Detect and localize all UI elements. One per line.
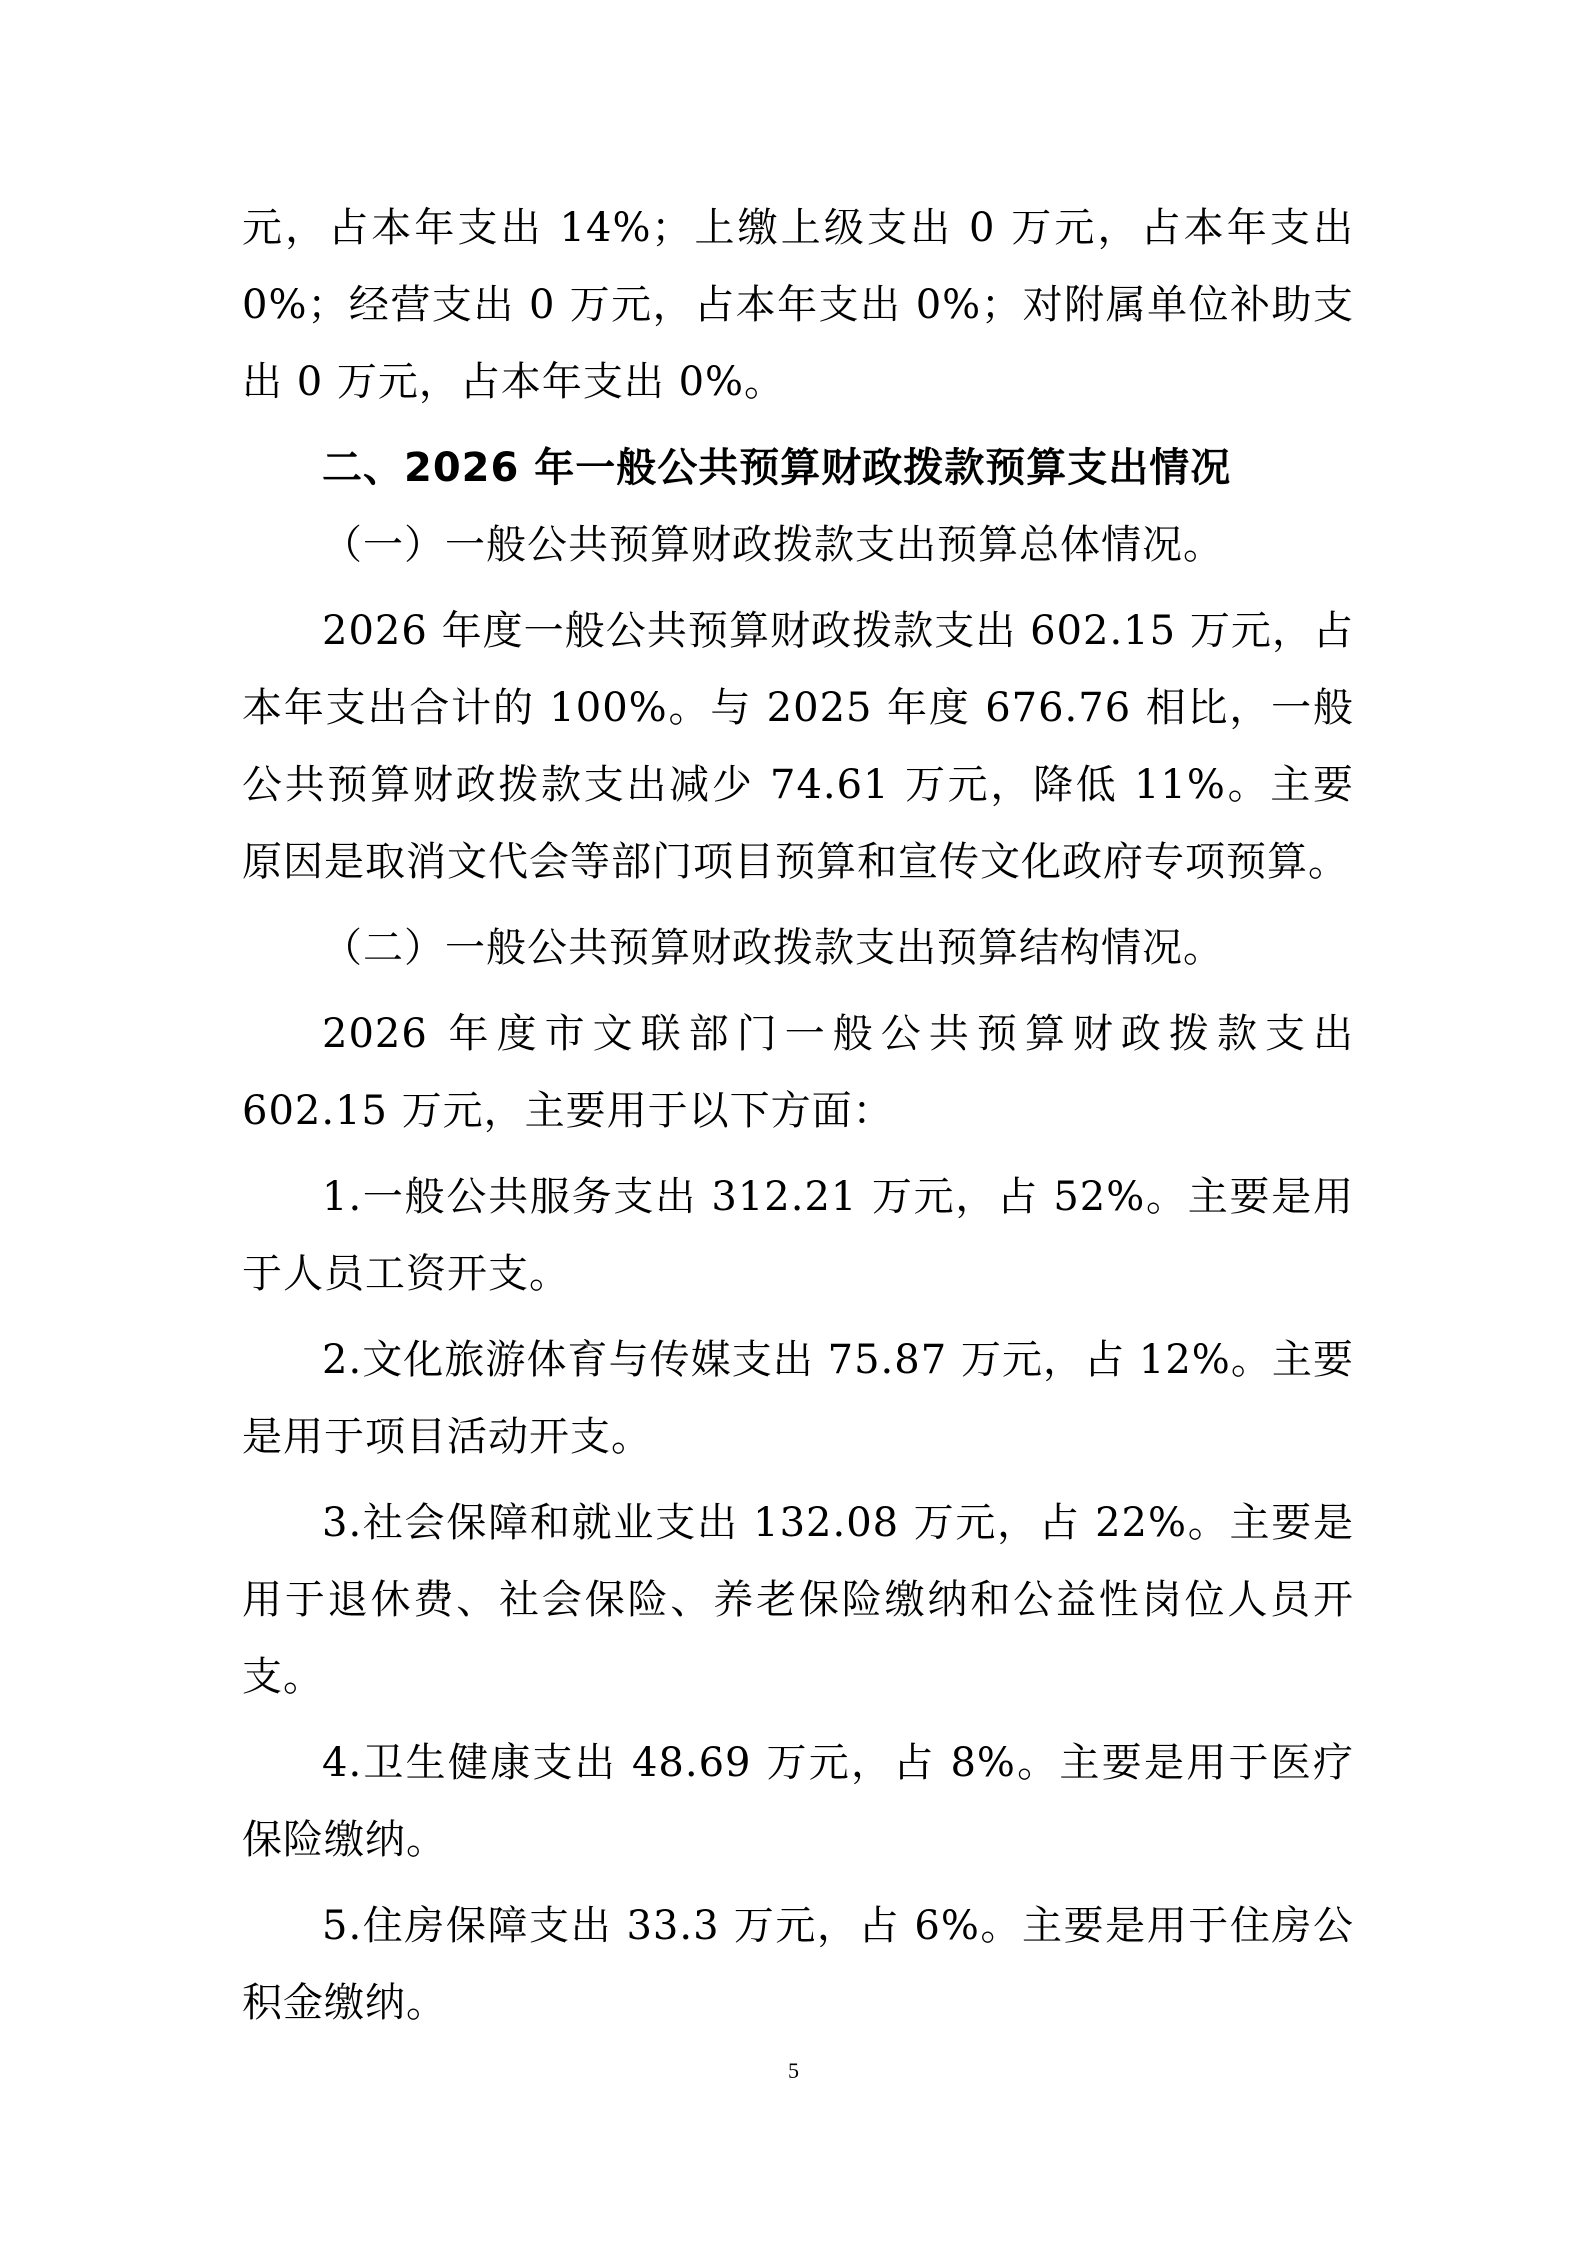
paragraph-structure: 2026 年度市文联部门一般公共预算财政拨款支出 602.15 万元，主要用于以下方面： bbox=[242, 1011, 1354, 1134]
subsection-heading-1: （一）一般公共预算财政拨款支出预算总体情况。 bbox=[322, 522, 1224, 568]
list-item-4: 4.卫生健康支出 48.69 万元，占 8%。主要是用于医疗保险缴纳。 bbox=[242, 1740, 1354, 1863]
list-item-2: 2.文化旅游体育与传媒支出 75.87 万元，占 12%。主要是用于项目活动开支。 bbox=[242, 1337, 1354, 1460]
subsection-heading-2: （二）一般公共预算财政拨款支出预算结构情况。 bbox=[322, 925, 1224, 971]
list-item-1: 1.一般公共服务支出 312.21 万元，占 52%。主要是用于人员工资开支。 bbox=[242, 1174, 1354, 1297]
section-heading: 二、2026 年一般公共预算财政拨款预算支出情况 bbox=[322, 445, 1232, 491]
paragraph-continuation: 元，占本年支出 14%；上缴上级支出 0 万元，占本年支出 0%；经营支出 0 万元，占本年支出 0%；对附属单位补助支出 0 万元，占本年支出 0%。 bbox=[242, 205, 1354, 405]
list-item-3: 3.社会保障和就业支出 132.08 万元，占 22%。主要是用于退休费、社会保险、养老保险缴纳和公益性岗位人员开支。 bbox=[242, 1500, 1354, 1700]
document-body bbox=[242, 190, 1354, 2042]
page-number: 5 bbox=[788, 2058, 799, 2083]
list-item-5: 5.住房保障支出 33.3 万元，占 6%。主要是用于住房公积金缴纳。 bbox=[242, 1903, 1354, 2026]
paragraph-overall: 2026 年度一般公共预算财政拨款支出 602.15 万元，占本年支出合计的 100%。与 2025 年度 676.76 相比，一般公共预算财政拨款支出减少 74.61 万元，降低 11%。主要原因是取消文代会等部门项目预算和宣传文化政府专项预算。 bbox=[242, 608, 1354, 885]
